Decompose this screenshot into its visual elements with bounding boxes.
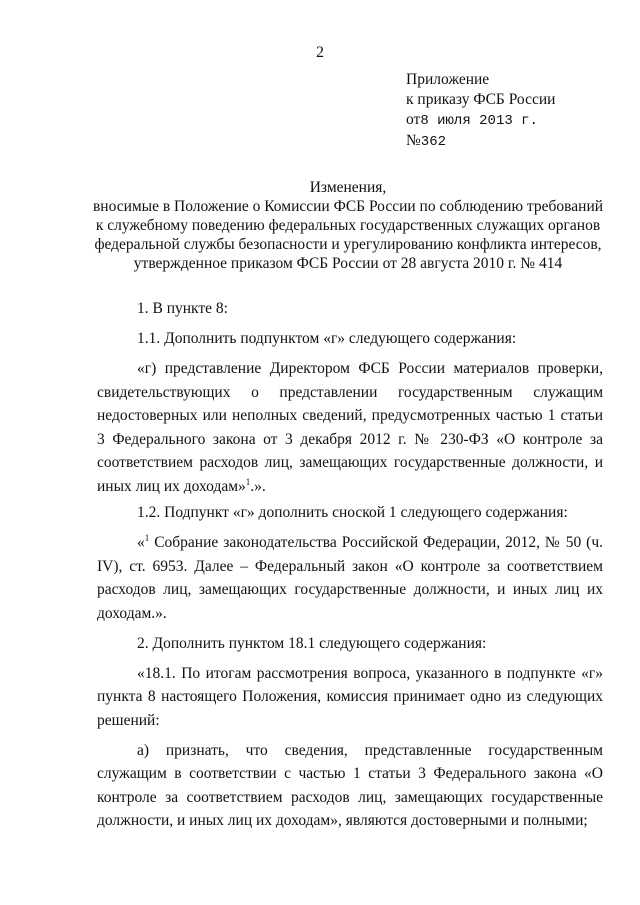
appendix-number-value: 362 xyxy=(420,134,447,150)
title-line-1: вносимые в Положение о Комиссии ФСБ России по соблюдению требований xyxy=(92,198,604,215)
paragraph-subpoint-g xyxy=(97,357,603,498)
paragraph-18-1-a: а) признать, что сведения, представленные государственным служащим в соответствии с частью 1 статьи 3 Федерального закона «О контроле за соответствием расходов лиц, замещающих государственные должности, и иных лиц их доходам», являются достоверными и полными; xyxy=(97,741,603,829)
paragraph-2: 2. Дополнить пунктом 18.1 следующего содержания: xyxy=(137,634,487,652)
appendix-date xyxy=(406,110,555,131)
title-line-4: утвержденное приказом ФСБ России от 28 августа 2010 г. № 414 xyxy=(133,255,563,272)
paragraph-1-2: 1.2. Подпункт «г» дополнить сноской 1 следующего содержания: xyxy=(137,504,568,521)
title-line-2: к служебному поведению федеральных государственных служащих органов xyxy=(95,217,601,234)
footnote-open-quote: « xyxy=(137,534,145,551)
appendix-date-prefix: от xyxy=(406,111,421,128)
footnote-mark: 1 xyxy=(144,532,150,543)
appendix-number xyxy=(406,131,555,152)
footnote-text: Собрание законодательства Российской Федерации, 2012, № 50 (ч. IV), ст. 6953. Далее – Федеральный закон «О контроле за соответствием расходов лиц, замещающих государственные должности, и иных лиц их доходам.». xyxy=(97,534,603,622)
subpoint-g-end: .». xyxy=(250,477,266,495)
appendix-line-1: Приложение xyxy=(406,71,490,88)
appendix-line-2: к приказу ФСБ России xyxy=(406,91,556,108)
appendix-date-value: 8 июля 2013 г. xyxy=(420,113,538,129)
title-heading: Изменения, xyxy=(309,179,387,196)
title-line-3: федеральной службы безопасности и урегулированию конфликта интересов, xyxy=(94,236,602,253)
page-number: 2 xyxy=(316,44,324,61)
subpoint-g-text: «г) представление Директором ФСБ России материалов проверки, свидетельствующих о представлении государственным служащим недостоверных или неполных сведений, предусмотренных частью 1 статьи 3 Федерального закона от 3 декабря 2012 г. № 230-ФЗ «О контроле за соответствием расходов лиц, замещающих государственные должности, и иных лиц их доходам» xyxy=(97,360,603,495)
paragraph-footnote xyxy=(97,531,603,625)
footnote-ref: 1 xyxy=(245,476,251,487)
paragraph-18-1: «18.1. По итогам рассмотрения вопроса, указанного в подпункте «г» пункта 8 настоящего Положения, комиссия принимает одно из следующих решений: xyxy=(97,664,603,729)
appendix-block xyxy=(406,70,555,152)
document-title xyxy=(80,178,616,273)
paragraph-1: 1. В пункте 8: xyxy=(137,300,228,317)
document-body xyxy=(97,297,603,833)
appendix-number-prefix: № xyxy=(406,132,421,149)
paragraph-1-1: 1.1. Дополнить подпунктом «г» следующего содержания: xyxy=(137,330,517,347)
